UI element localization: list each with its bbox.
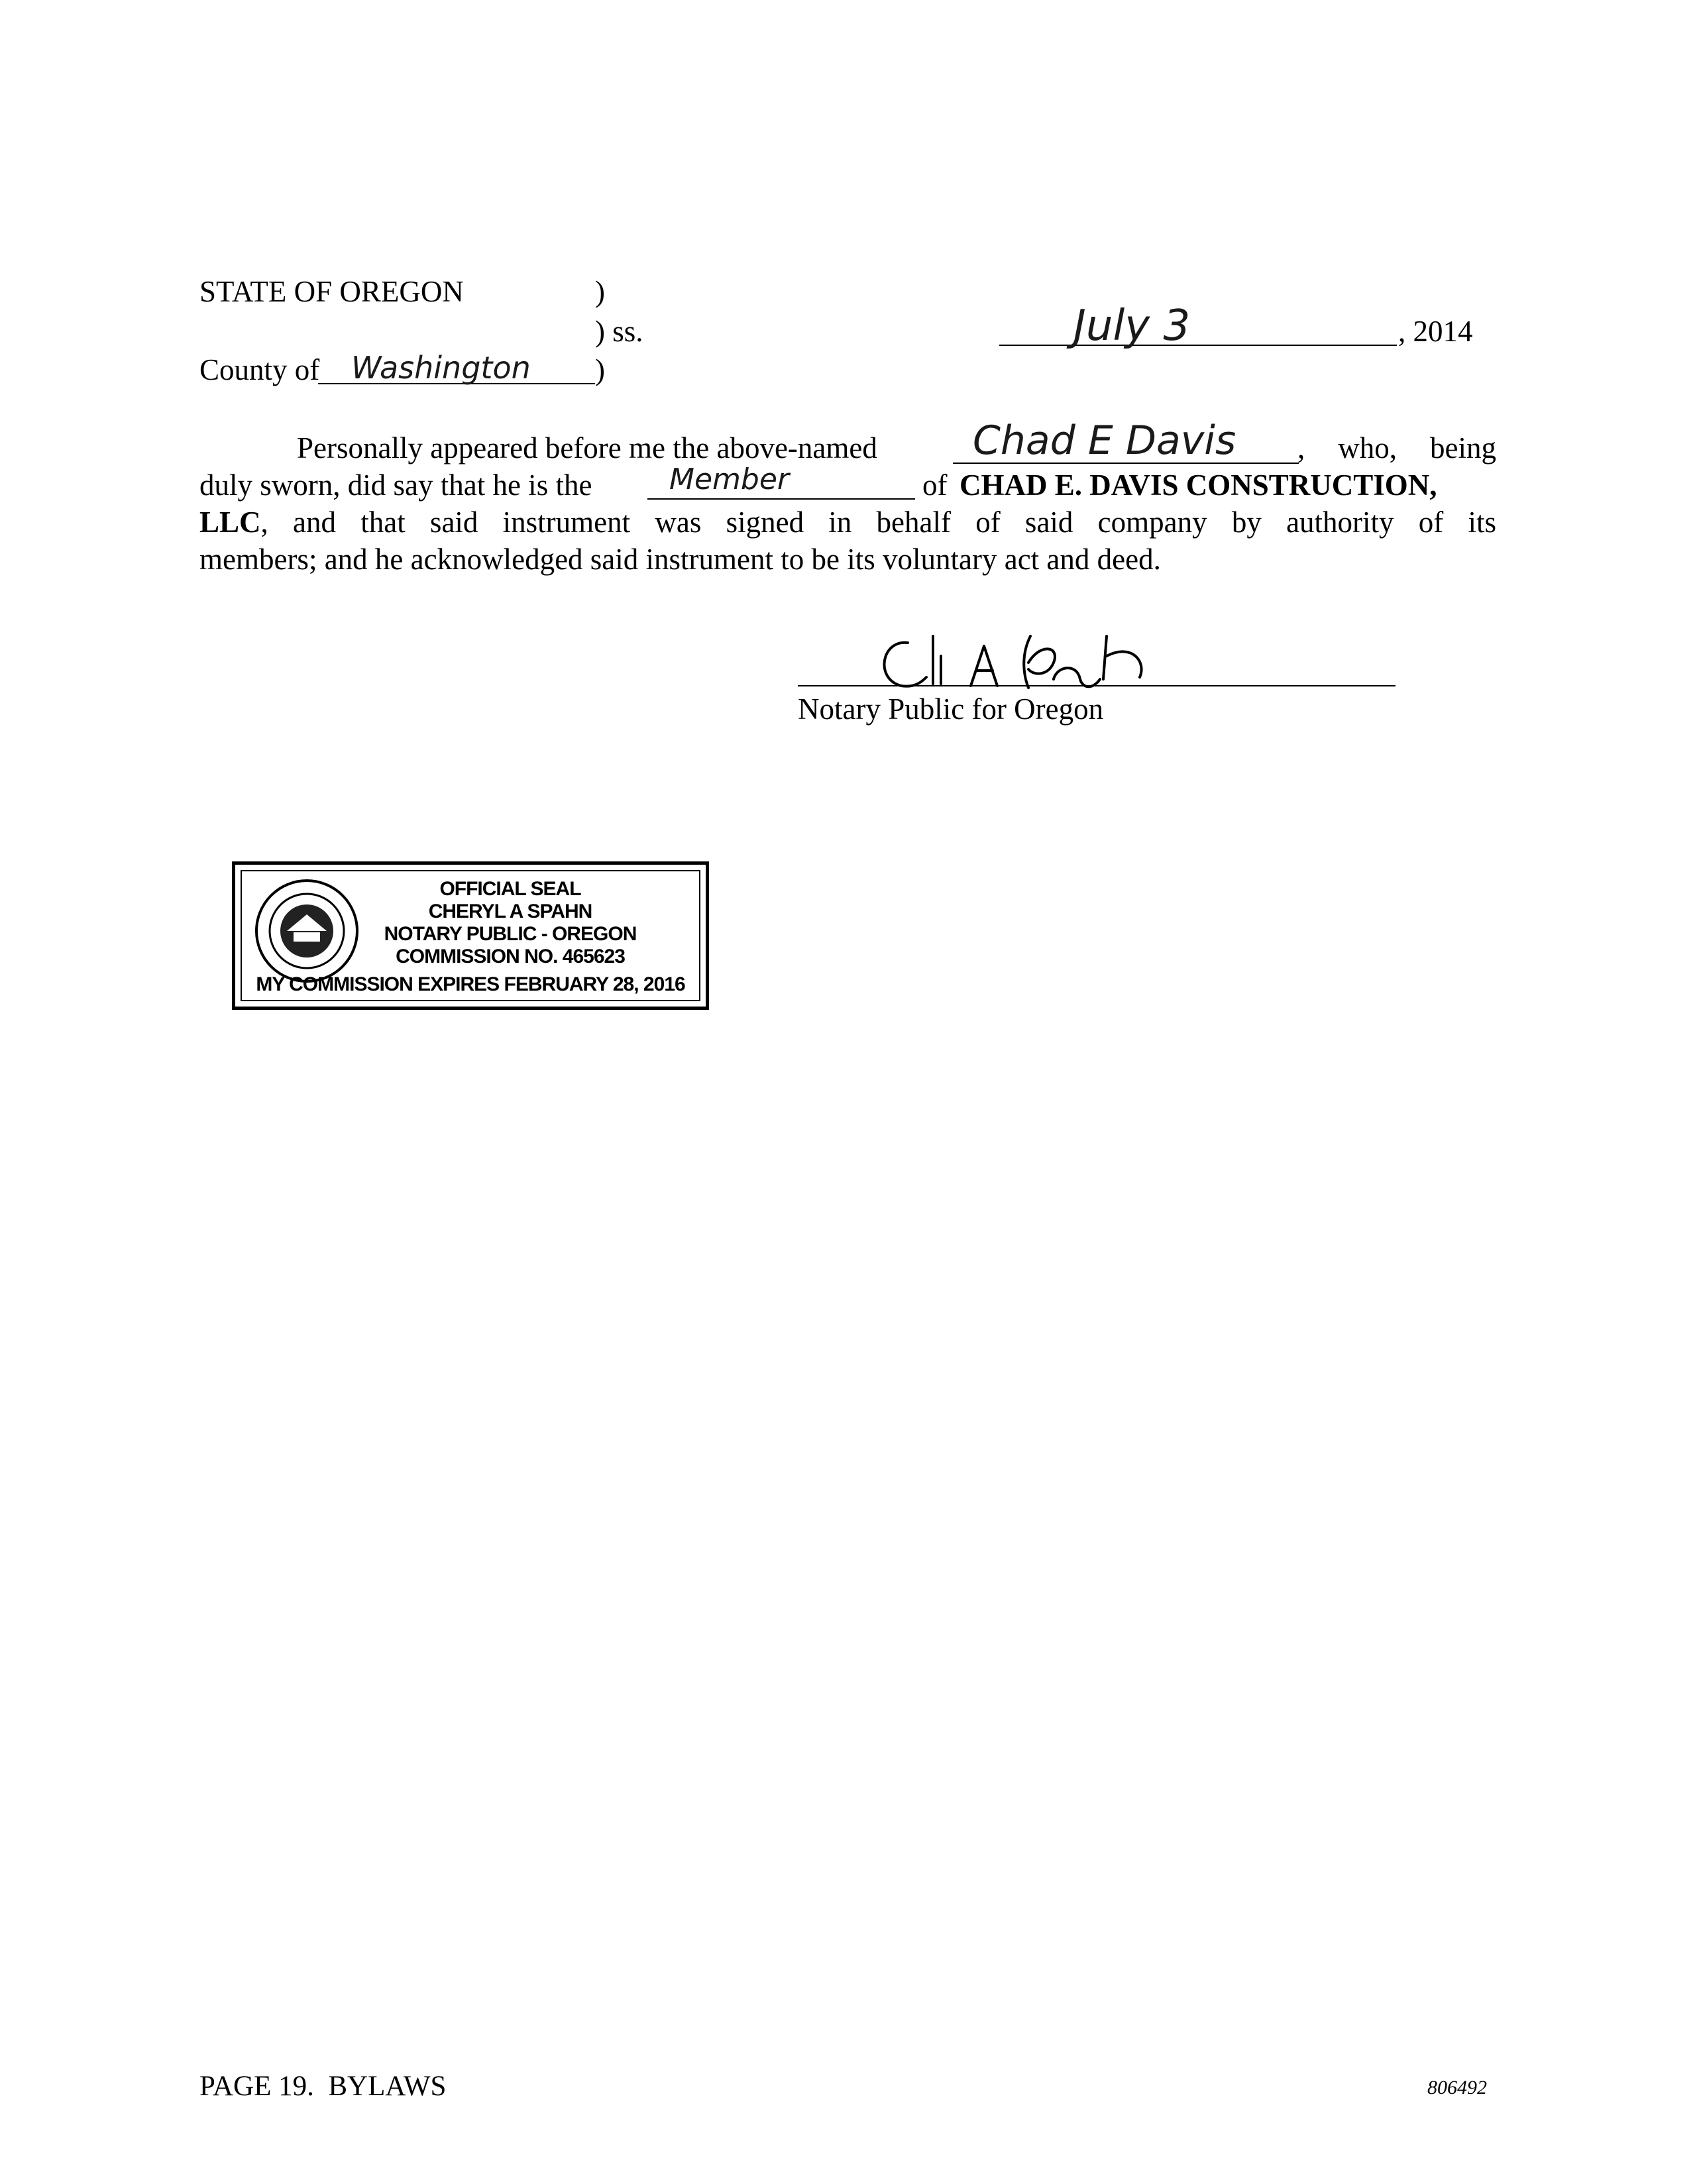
seal-line-name: CHERYL A SPAHN: [428, 901, 592, 922]
seal-line-commission: COMMISSION NO. 465623: [396, 946, 625, 967]
para-line4: members; and he acknowledged said instrument to be its voluntary act and deed.: [199, 543, 1161, 576]
seal-line-expires: MY COMMISSION EXPIRES FEBRUARY 28, 2016: [256, 973, 685, 995]
date-handwritten: July 3: [1073, 301, 1191, 351]
company-name-part1-text: CHAD E. DAVIS CONSTRUCTION,: [959, 468, 1437, 502]
date-underline: [999, 345, 1397, 346]
venue-paren-top: ): [595, 275, 605, 308]
notary-seal-stamp: [232, 861, 709, 1010]
date-year: , 2014: [1398, 315, 1473, 348]
person-name-handwritten: Chad E Davis: [973, 417, 1236, 464]
para-line2-prefix: duly sworn, did say that he is the: [199, 468, 592, 502]
para-line1-prefix: Personally appeared before me the above-named: [297, 431, 877, 464]
role-underline: [647, 498, 915, 500]
venue-ss: ) ss.: [595, 315, 643, 348]
county-handwritten: Washington: [351, 350, 531, 386]
para-line2-of: of: [922, 468, 948, 502]
para-line1-suffix: [1297, 433, 1496, 463]
role-handwritten: Member: [669, 463, 789, 496]
company-name-part1: [959, 470, 1437, 500]
para-line1-suffix-text: , who, being: [1297, 431, 1496, 464]
seal-line-notary: NOTARY PUBLIC - OREGON: [384, 923, 637, 945]
company-name-part2: LLC: [199, 506, 261, 539]
para-line3-rest: , and that said instrument was signed in behalf of said company by authority of its: [260, 506, 1496, 539]
county-label: County of: [199, 353, 320, 386]
document-number: 806492: [1427, 2077, 1487, 2099]
para-line3: [199, 508, 1496, 537]
state-heading: STATE OF OREGON: [199, 275, 464, 308]
signature-line: [798, 685, 1396, 686]
signature-caption: Notary Public for Oregon: [798, 692, 1104, 726]
seal-line-official: OFFICIAL SEAL: [439, 878, 581, 900]
venue-paren-bottom: ): [595, 353, 605, 386]
page-footer-label: PAGE 19. BYLAWS: [199, 2071, 447, 2102]
